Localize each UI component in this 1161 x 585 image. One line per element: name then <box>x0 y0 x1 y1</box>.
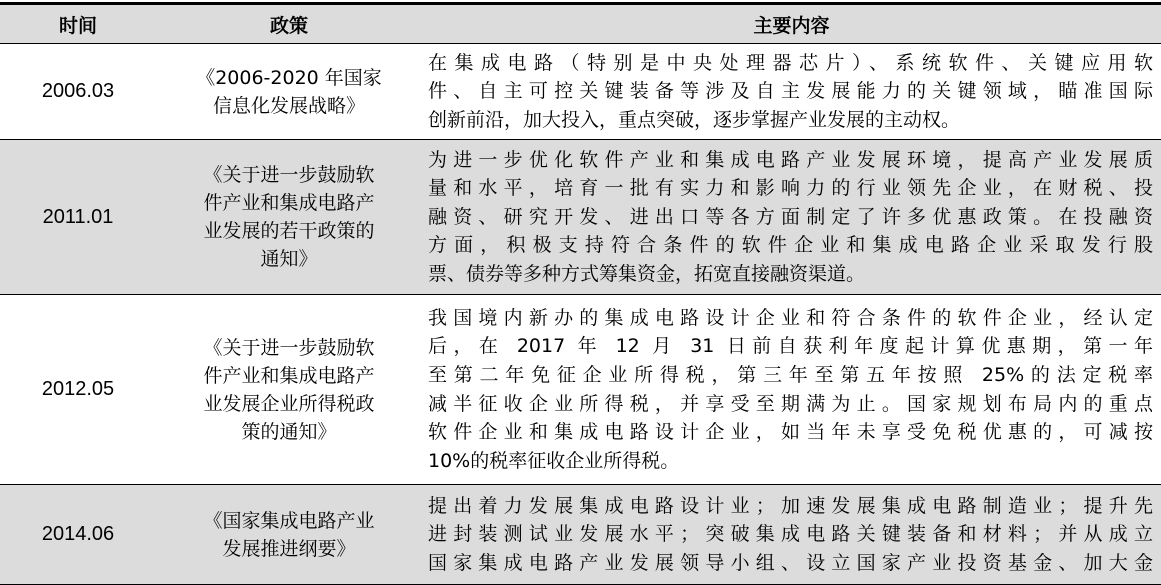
table-body <box>0 44 1161 585</box>
row-date: 2011.01 <box>0 140 156 295</box>
content-line: 至第二年免征企业所得税，第三年至第五年按照 25%的法定税率 <box>428 363 1153 386</box>
policy-table <box>0 5 1161 585</box>
content-line: 为进一步优化软件产业和集成电路产业发展环境，提高产业发展质 <box>428 148 1153 171</box>
content-line: 票、债券等多种方式筹集资金，拓宽直接融资渠道。 <box>428 262 866 285</box>
table-row <box>0 485 1161 585</box>
policy-line: 信息化发展战略》 <box>212 94 365 117</box>
policy-line: 策的通知》 <box>241 420 337 443</box>
content-line: 在集成电路（特别是中央处理器芯片）、系统软件、关键应用软 <box>428 51 1153 74</box>
content-line: 后，在 2017 年 12 月 31 日前自获利年度起计算优惠期，第一年 <box>428 335 1153 358</box>
content-line: 创新前沿，加大投入，重点突破，逐步掌握产业发展的主动权。 <box>428 108 961 131</box>
row-content <box>422 140 1161 295</box>
content-line: 量和水平，培育一批有实力和影响力的行业领先企业，在财税、投 <box>428 177 1153 200</box>
row-date: 2014.06 <box>0 485 156 585</box>
row-content <box>422 485 1161 585</box>
row-policy <box>156 485 422 585</box>
header-date: 时间 <box>0 5 156 44</box>
policy-line: 《关于进一步鼓励软 <box>203 164 375 186</box>
table-row <box>0 140 1161 295</box>
table-row <box>0 44 1161 140</box>
policy-line: 业发展的若干政策的 <box>203 220 375 242</box>
row-date: 2012.05 <box>41 378 115 400</box>
content-line: 我国境内新办的集成电路设计企业和符合条件的软件企业，经认定 <box>428 306 1153 329</box>
table-row <box>0 295 1161 485</box>
row-content <box>422 295 1161 485</box>
policy-line: 件产业和集成电路产 <box>203 364 375 387</box>
header-row <box>0 5 1161 44</box>
content-line: 融资、研究开发、进出口等各方面制定了许多优惠政策。在投融资 <box>428 205 1153 228</box>
row-policy <box>156 295 422 485</box>
row-policy <box>156 44 422 140</box>
header-content: 主要内容 <box>422 5 1161 44</box>
content-line: 进封装测试业发展水平；突破集成电路关键装备和材料；并从成立 <box>428 523 1153 546</box>
policy-line: 通知》 <box>260 248 318 270</box>
row-date: 2006.03 <box>41 80 115 102</box>
policy-line: 《关于进一步鼓励软 <box>203 336 375 359</box>
row-policy <box>156 140 422 295</box>
content-line: 方面，积极支持符合条件的软件企业和集成电路企业采取发行股 <box>428 234 1153 257</box>
policy-line: 业发展企业所得税政 <box>203 392 375 415</box>
content-line: 件、自主可控关键装备等涉及自主发展能力的关键领域，瞄准国际 <box>428 80 1153 103</box>
policy-line: 件产业和集成电路产 <box>203 192 375 214</box>
header-policy: 政策 <box>156 5 422 44</box>
table-header <box>0 5 1161 44</box>
content-line: 减半征收企业所得税，并享受至期满为止。国家规划布局内的重点 <box>428 392 1153 415</box>
policy-line: 《2006-2020 年国家 <box>196 66 382 89</box>
content-line: 国家集成电路产业发展领导小组、设立国家产业投资基金、加大金 <box>428 551 1153 574</box>
content-line: 软件企业和集成电路设计企业，如当年未享受免税优惠的，可减按 <box>428 421 1153 444</box>
content-line: 提出着力发展集成电路设计业；加速发展集成电路制造业；提升先 <box>428 494 1153 517</box>
policy-line: 发展推进纲要》 <box>222 537 356 560</box>
policy-line: 《国家集成电路产业 <box>203 509 375 532</box>
row-content <box>422 44 1161 140</box>
content-line: 10%的税率征收企业所得税。 <box>428 449 680 472</box>
